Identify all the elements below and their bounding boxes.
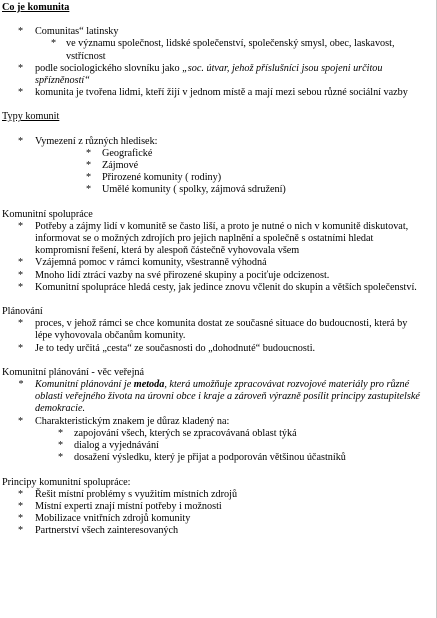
- bullet-item: * Vymezení z různých hledisek:: [2, 136, 432, 148]
- bullet-item: * Potřeby a zájmy lidí v komunitě se často liší, a proto je nutné o nich v komunitě diskutovat, informovat se o možných zdrojích pro jejich naplnění a společně s ostatními hledat kompromisní řešení, která by alespoň částečně vyhovovala všem: [2, 221, 432, 258]
- bullet-text: , která umožňuje zpracovávat rozvojové materiály pro různé oblasti veřejného života na úrovni obce i kraje a zároveň výrazně posílit principy zastupitelské demokracie.: [35, 379, 420, 415]
- bullet-item: * proces, v jehož rámci se chce komunita dostat ze současné situace do budoucnosti, která by lépe vyhovovala občanům komunity.: [2, 318, 432, 342]
- bullet-item: * Mnoho lidí ztrácí vazby na své přirozené skupiny a pociťuje odcizenost.: [2, 270, 432, 282]
- section-heading: Co je komunita: [2, 2, 70, 13]
- sub-bullet-item: * dosažení výsledku, který je přijat a podporován většinou účastníků: [2, 452, 432, 464]
- section-komunitni-planovani: [2, 367, 432, 465]
- sub-bullet-item: * dialog a vyjednávání: [2, 440, 432, 452]
- sub-bullet-item: * zapojování všech, kterých se zpracovávaná oblast týká: [2, 428, 432, 440]
- bullet-item: [2, 379, 432, 416]
- bullet-quote: „soc. útvar, jehož příslušníci jsou spojeni určitou spřízněností“: [35, 62, 383, 87]
- section-heading: Principy komunitní spolupráce:: [2, 476, 131, 488]
- section-co-je-komunita: [2, 2, 432, 99]
- section-heading: Komunitní spolupráce: [2, 208, 93, 220]
- section-heading: Komunitní plánování - věc veřejná: [2, 366, 145, 378]
- bullet-list: [2, 318, 432, 355]
- bullet-item: * komunita je tvořena lidmi, kteří žijí v jednom místě a mají mezi sebou různé sociální vazby: [2, 87, 432, 99]
- bullet-item: [2, 63, 432, 87]
- section-principy: [2, 477, 432, 538]
- bullet-item: * Mobilizace vnitřních zdrojů komunity: [2, 513, 432, 525]
- bullet-item: * Je to tedy určitá „cesta“ ze současnosti do „dohodnuté“ budoucnosti.: [2, 343, 432, 355]
- section-planovani: [2, 306, 432, 355]
- bullet-text: Komunitní plánování je: [35, 379, 134, 391]
- bullet-item: * Řešit místní problémy s využitím místních zdrojů: [2, 489, 432, 501]
- bullet-list: [2, 26, 432, 99]
- bullet-item: * Partnerství všech zainteresovaných: [2, 525, 432, 537]
- section-heading: Typy komunit: [2, 111, 60, 123]
- bullet-text: podle sociologického slovníku jako: [35, 62, 183, 74]
- document-body: [2, 2, 432, 538]
- bullet-list: [2, 136, 432, 197]
- section-typy-komunit: [2, 111, 432, 196]
- sub-bullet-item: * Umělé komunity ( spolky, zájmová sdružení): [2, 184, 432, 196]
- bullet-item: * Komunitní spolupráce hledá cesty, jak jedince znovu včlenit do skupin a větších společenství.: [2, 282, 432, 294]
- section-komunitni-spoluprace: [2, 209, 432, 294]
- sub-bullet-item: * ve významu společnost, lidské společenství, společenský smysl, obec, laskavost, vstřícnost: [2, 38, 432, 62]
- bullet-item: * Charakteristickým znakem je důraz kladený na:: [2, 416, 432, 428]
- bullet-list: [2, 379, 432, 464]
- sub-bullet-item: * Geografické: [2, 148, 432, 160]
- sub-bullet-item: * Zájmové: [2, 160, 432, 172]
- section-heading: Plánování: [2, 306, 43, 318]
- sub-bullet-item: * Přirozené komunity ( rodiny): [2, 172, 432, 184]
- bullet-emphasis: metoda: [133, 379, 165, 391]
- bullet-list: [2, 489, 432, 538]
- bullet-item: * Místní experti znají místní potřeby i možnosti: [2, 501, 432, 513]
- bullet-list: [2, 221, 432, 294]
- bullet-item: * Comunitas“ latinsky: [2, 26, 432, 38]
- bullet-item: * Vzájemná pomoc v rámci komunity, všestranně výhodná: [2, 257, 432, 269]
